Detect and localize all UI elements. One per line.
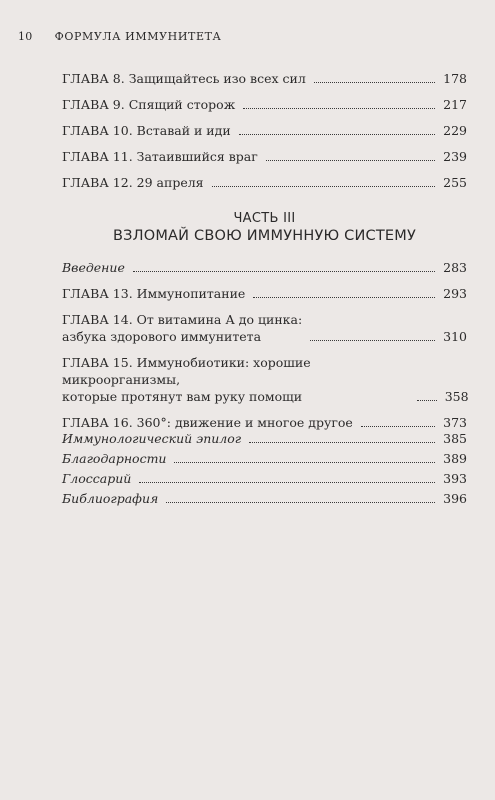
toc-entry-page: 229 (443, 123, 467, 138)
toc-entry-label: ГЛАВА 13. Иммунопитание (62, 286, 246, 301)
toc-entry-page: 293 (443, 286, 467, 301)
toc-entry-page: 255 (443, 175, 467, 190)
leader-dots (266, 160, 435, 161)
toc-entry-label: ГЛАВА 12. 29 апреля (62, 175, 204, 190)
toc-entry (62, 311, 467, 345)
toc-entry-label: ГЛАВА 9. Спящий сторож (62, 97, 236, 112)
leader-dots (314, 82, 435, 83)
toc-entry-page: 385 (443, 431, 467, 446)
toc-entry (62, 470, 467, 487)
toc-entry (62, 122, 467, 139)
leader-dots (253, 297, 435, 298)
toc-part-list (62, 259, 467, 431)
toc-entry-page: 396 (443, 491, 467, 506)
leader-dots (243, 108, 435, 109)
toc-entry-label: ГЛАВА 10. Вставай и иди (62, 123, 231, 138)
toc-entry-page: 358 (444, 389, 469, 404)
leader-dots (417, 400, 437, 401)
toc-entry (62, 259, 467, 276)
part-heading (62, 211, 467, 244)
toc-entry-label: ГЛАВА 8. Защищайтесь изо всех сил (62, 71, 306, 86)
toc-entry (62, 354, 467, 405)
toc-top-list (62, 70, 467, 191)
toc-entry-label: Введение (62, 260, 125, 275)
leader-dots (249, 442, 435, 443)
toc-entry-page: 283 (443, 260, 467, 275)
toc-entry (62, 450, 467, 467)
leader-dots (133, 271, 435, 272)
toc-entry (62, 490, 467, 507)
toc-entry-label: ГЛАВА 16. 360°: движение и многое другое (62, 415, 353, 430)
toc-entry-page: 393 (443, 471, 467, 486)
page-number: 10 (18, 30, 33, 43)
toc-entry (62, 414, 467, 431)
leader-dots (361, 426, 435, 427)
toc-entry-label: Иммунологический эпилог (62, 431, 242, 446)
toc-entry-page: 239 (443, 149, 467, 164)
toc-entry (62, 70, 467, 87)
leader-dots (174, 462, 435, 463)
toc-end-list (62, 430, 467, 507)
toc-entry-label: Благодарности (62, 451, 167, 466)
toc-entry-label: Библиография (62, 491, 159, 506)
running-head (18, 30, 475, 43)
toc-entry-page: 217 (443, 97, 467, 112)
toc-entry-page: 310 (443, 329, 467, 344)
leader-dots (166, 502, 435, 503)
leader-dots (310, 340, 435, 341)
toc-entry-label: ГЛАВА 11. Затаившийся враг (62, 149, 258, 164)
leader-dots (139, 482, 435, 483)
leader-dots (212, 186, 436, 187)
toc-entry (62, 148, 467, 165)
toc-entry (62, 430, 467, 447)
toc-entry-page: 373 (443, 415, 467, 430)
toc-entry-page: 178 (443, 71, 467, 86)
book-title: ФОРМУЛА ИММУНИТЕТА (54, 30, 222, 43)
toc-entry-label: Глоссарий (62, 471, 132, 486)
toc-entry (62, 96, 467, 113)
toc-entry-label: ГЛАВА 14. От витамина А до цинка: азбука здорового иммунитета (62, 312, 303, 344)
leader-dots (239, 134, 435, 135)
toc-entry-label: ГЛАВА 15. Иммунобиотики: хорошие микроорганизмы, которые протянут вам руку помощи (62, 355, 311, 404)
part-title: ВЗЛОМАЙ СВОЮ ИММУННУЮ СИСТЕМУ (112, 228, 417, 244)
toc-entry-page: 389 (443, 451, 467, 466)
toc-entry (62, 174, 467, 191)
toc-entry (62, 285, 467, 302)
part-number: ЧАСТЬ III (233, 211, 296, 226)
